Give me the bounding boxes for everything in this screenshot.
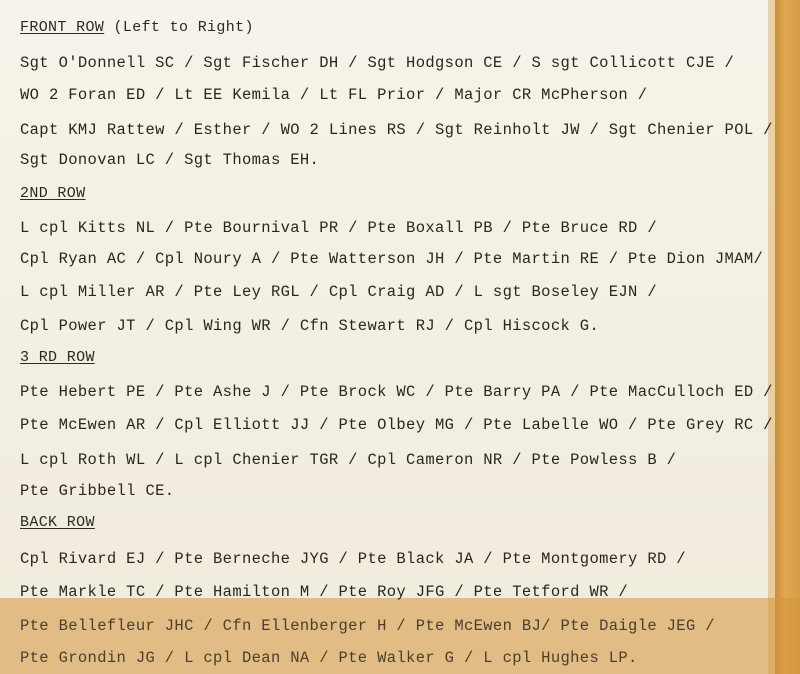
text-line: Capt KMJ Rattew / Esther / WO 2 Lines RS / Sgt Reinholt JW / Sgt Chenier POL /	[20, 121, 773, 139]
text-line: Cpl Ryan AC / Cpl Noury A / Pte Watterson JH / Pte Martin RE / Pte Dion JMAM/	[20, 250, 764, 268]
heading-text: 2ND ROW	[20, 185, 86, 202]
section-heading-back-row	[20, 514, 95, 532]
text-line: Cpl Rivard EJ / Pte Berneche JYG / Pte Black JA / Pte Montgomery RD /	[20, 550, 686, 568]
heading-text: 3 RD ROW	[20, 349, 95, 366]
heading-text: FRONT ROW	[20, 19, 105, 36]
section-heading-3rd-row	[20, 349, 95, 367]
text-line: Cpl Power JT / Cpl Wing WR / Cfn Stewart RJ / Cpl Hiscock G.	[20, 317, 600, 335]
text-line: Pte Grondin JG / L cpl Dean NA / Pte Walker G / L cpl Hughes LP.	[20, 649, 638, 667]
text-line: Pte Bellefleur JHC / Cfn Ellenberger H / Pte McEwen BJ/ Pte Daigle JEG /	[20, 617, 715, 635]
text-line: Pte McEwen AR / Cpl Elliott JJ / Pte Olbey MG / Pte Labelle WO / Pte Grey RC /	[20, 416, 773, 434]
section-heading-2nd-row	[20, 185, 85, 203]
text-line: L cpl Roth WL / L cpl Chenier TGR / Cpl Cameron NR / Pte Powless B /	[20, 451, 677, 469]
text-line: Pte Gribbell CE.	[20, 482, 175, 500]
text-line: Pte Markle TC / Pte Hamilton M / Pte Roy JFG / Pte Tetford WR /	[20, 583, 629, 601]
heading-note: (Left to Right)	[113, 19, 254, 36]
text-line: WO 2 Foran ED / Lt EE Kemila / Lt FL Prior / Major CR McPherson /	[20, 86, 648, 104]
section-heading-front-row	[20, 19, 254, 37]
text-line: L cpl Kitts NL / Pte Bournival PR / Pte Boxall PB / Pte Bruce RD /	[20, 219, 657, 237]
text-line: Pte Hebert PE / Pte Ashe J / Pte Brock WC / Pte Barry PA / Pte MacCulloch ED /	[20, 383, 773, 401]
text-line: Sgt Donovan LC / Sgt Thomas EH.	[20, 151, 320, 169]
text-line: Sgt O'Donnell SC / Sgt Fischer DH / Sgt Hodgson CE / S sgt Collicott CJE /	[20, 54, 735, 72]
heading-text: BACK ROW	[20, 514, 95, 531]
text-line: L cpl Miller AR / Pte Ley RGL / Cpl Craig AD / L sgt Boseley EJN /	[20, 283, 657, 301]
